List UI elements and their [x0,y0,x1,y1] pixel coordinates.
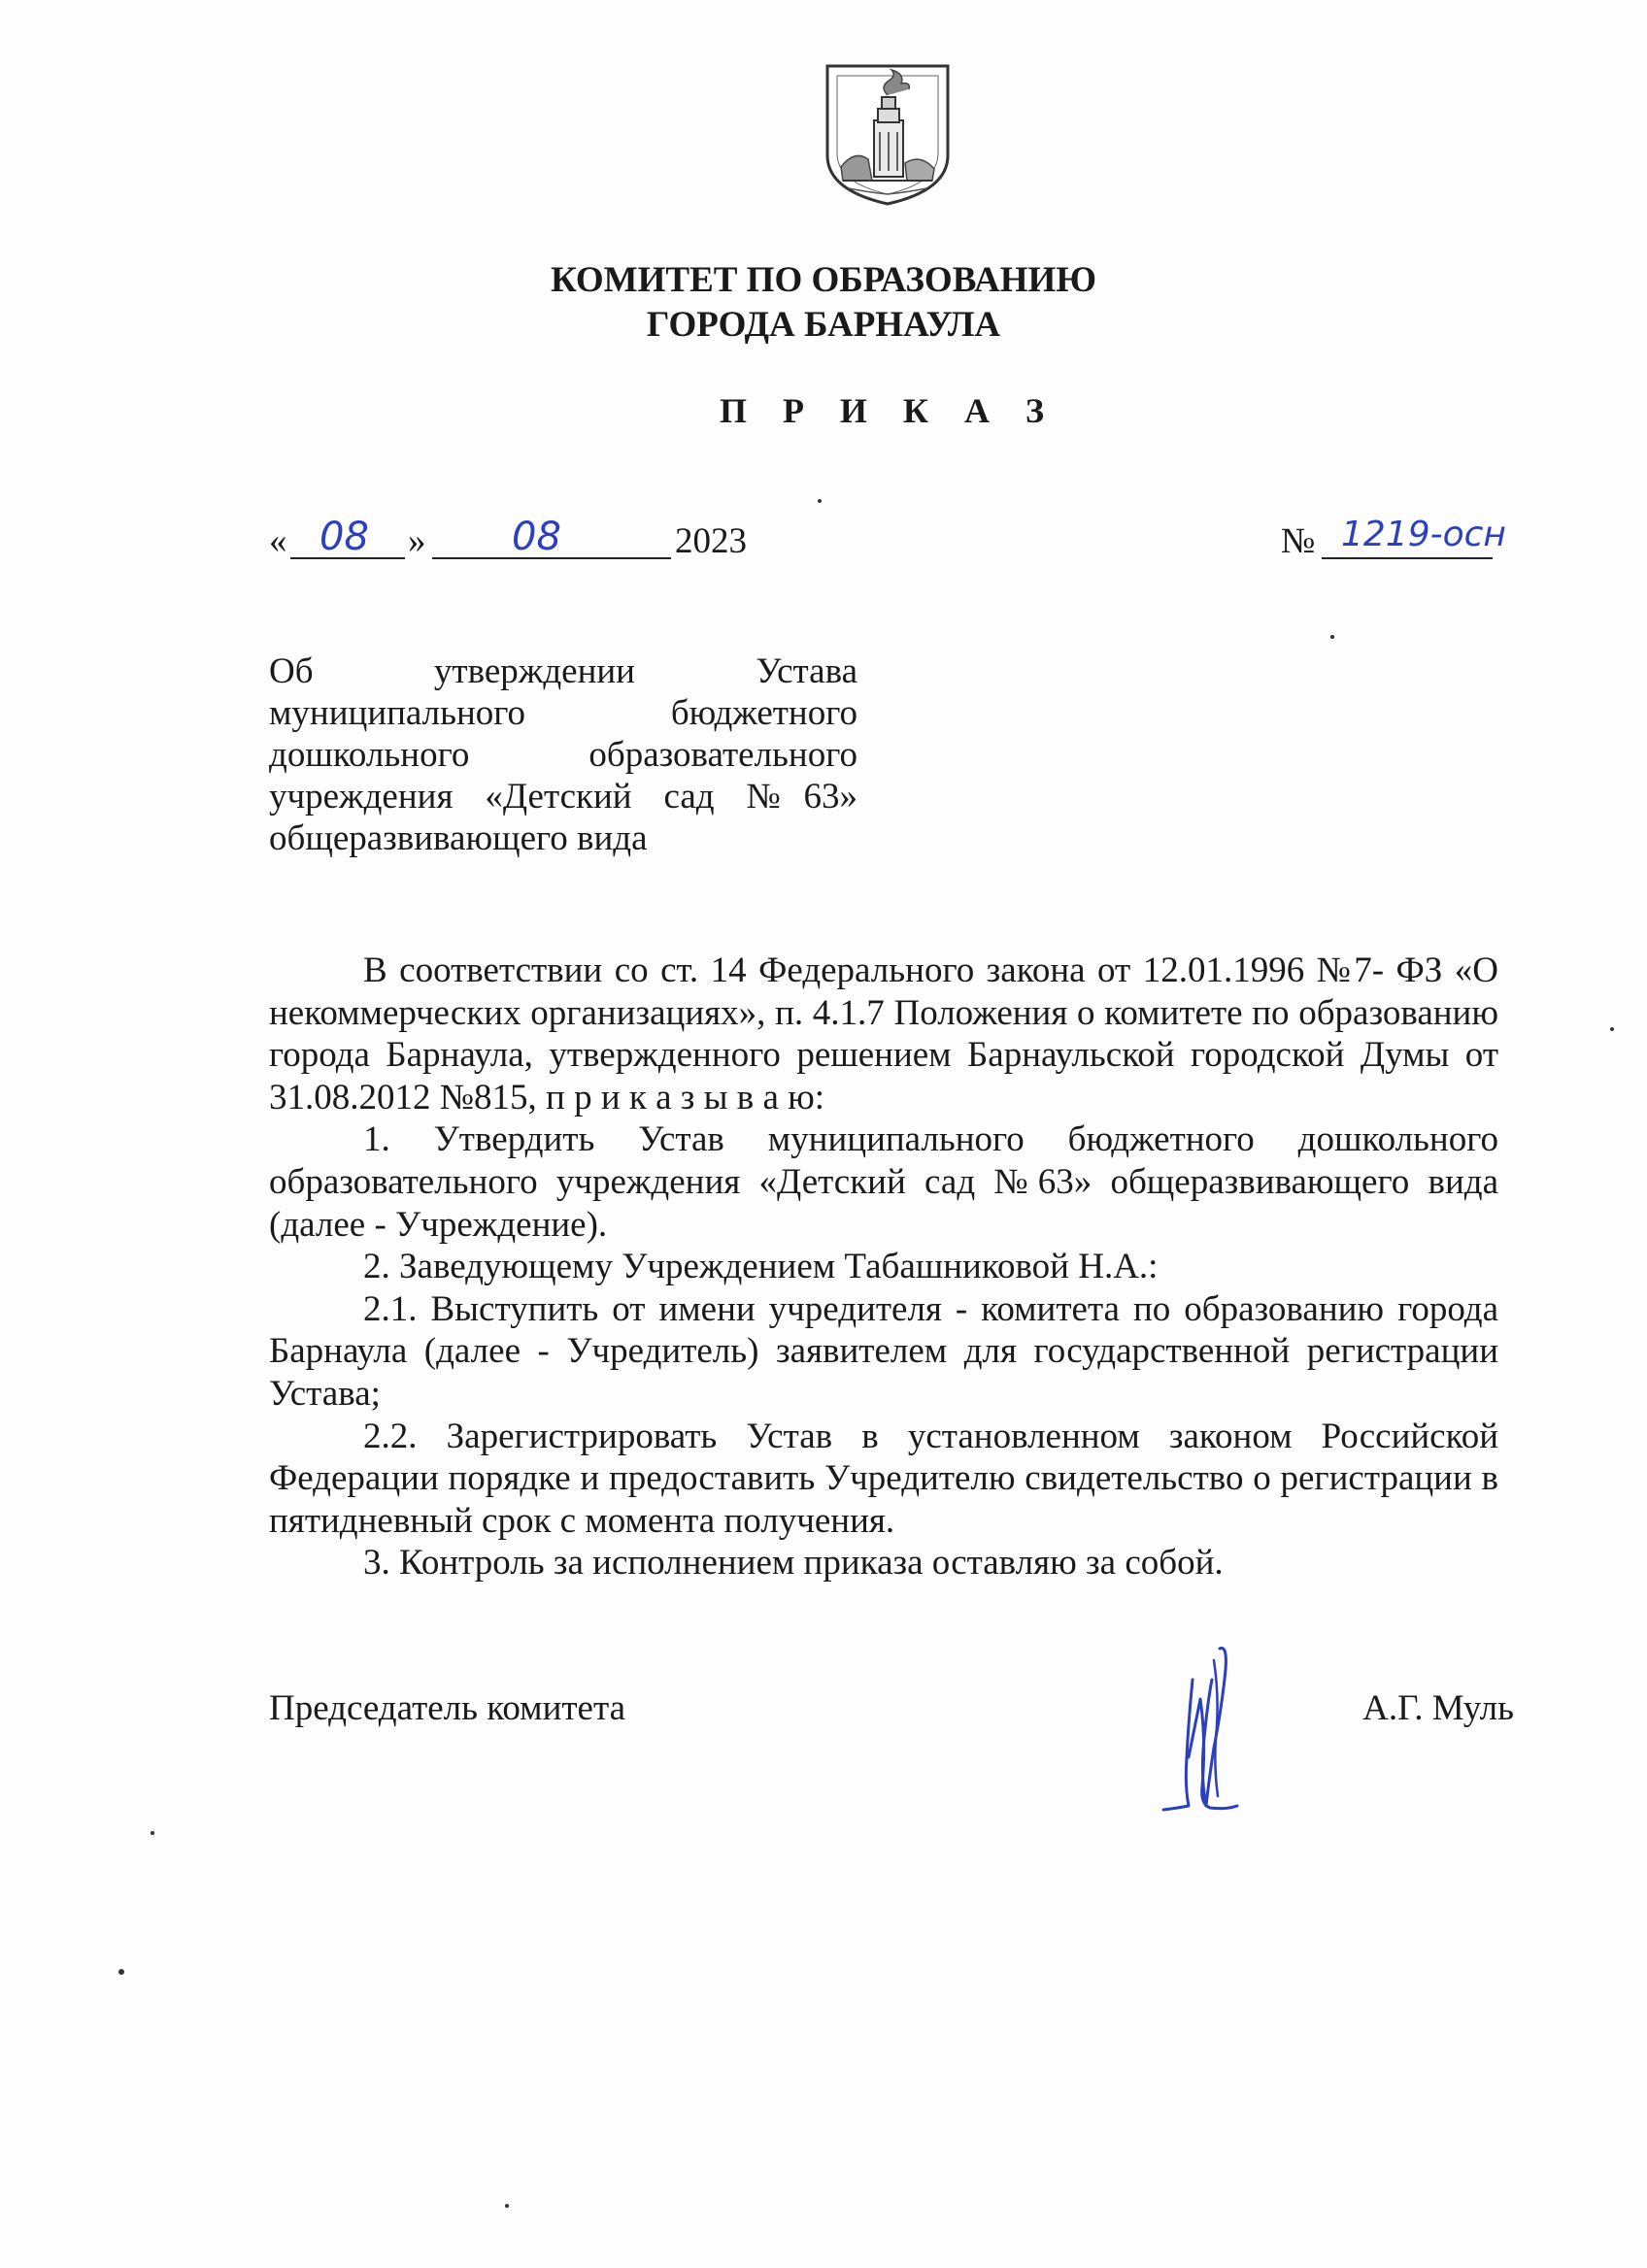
scan-speck [1330,635,1334,639]
scan-speck [1610,1027,1614,1031]
document-type-title: П Р И К А З [719,391,1059,430]
date-year: 2023 [675,521,747,561]
coat-of-arms-icon [824,62,952,208]
scan-speck [118,1969,124,1975]
order-body [269,950,1498,1584]
order-number-handwritten: 1219-осн [1341,515,1506,554]
subject-line: учреждения «Детский сад №63» [269,777,857,817]
order-item-1: 1. Утвердить Устав муниципального бюджетного дошкольного образовательного учреждения «Детский сад №63» общеразвивающего вида (далее - Учреждение). [269,1119,1498,1245]
order-item-3: 3. Контроль за исполнением приказа оставляю за собой. [363,1543,1224,1584]
scan-speck [151,1831,154,1835]
signatory-position: Председатель комитета [269,1688,626,1728]
date-month-handwritten: 08 [512,515,561,559]
scan-speck [505,2204,509,2208]
subject-line: дошкольного образовательного [269,735,857,775]
preamble-paragraph: В соответствии со ст. 14 Федерального закона от 12.01.1996 №7- ФЗ «О некоммерческих организациях», п. 4.1.7 Положения о комитете по образованию города Барнаула, утвержденного решением Барнаульской городской Думы от 31.08.2012 №815, п р и к а з ы в а ю: [269,951,1498,1117]
organization-name-line-2: ГОРОДА БАРНАУЛА [646,305,1001,345]
order-item-2-2: 2.2. Зарегистрировать Устав в установленном законом Российской Федерации порядке и предоставить Учредителю свидетельство о регистрации в пятидневный срок с момента получения. [269,1416,1498,1541]
date-day-handwritten: 08 [319,515,369,559]
number-sign: № [1281,521,1316,561]
subject-line: муниципального бюджетного [269,693,857,733]
scan-speck [818,499,822,503]
date-close-quote: » [408,521,426,561]
date-number-line [269,515,1531,569]
handwritten-signature [1150,1641,1247,1818]
signatory-name: А.Г. Муль [1362,1688,1514,1728]
order-subject [269,650,857,859]
organization-header [0,258,1647,348]
order-item-2-1: 2.1. Выступить от имени учредителя - комитета по образованию города Барнаула (далее - Учредитель) заявителем для государственной регистрации Устава; [269,1288,1498,1414]
organization-name-line-1: КОМИТЕТ ПО ОБРАЗОВАНИЮ [551,260,1096,300]
subject-line: Об утверждении Устава [269,651,857,691]
date-open-quote: « [269,521,287,561]
subject-line: общеразвивающего вида [269,818,648,858]
order-item-2: 2. Заведующему Учреждением Табашниковой Н.А.: [363,1247,1159,1287]
